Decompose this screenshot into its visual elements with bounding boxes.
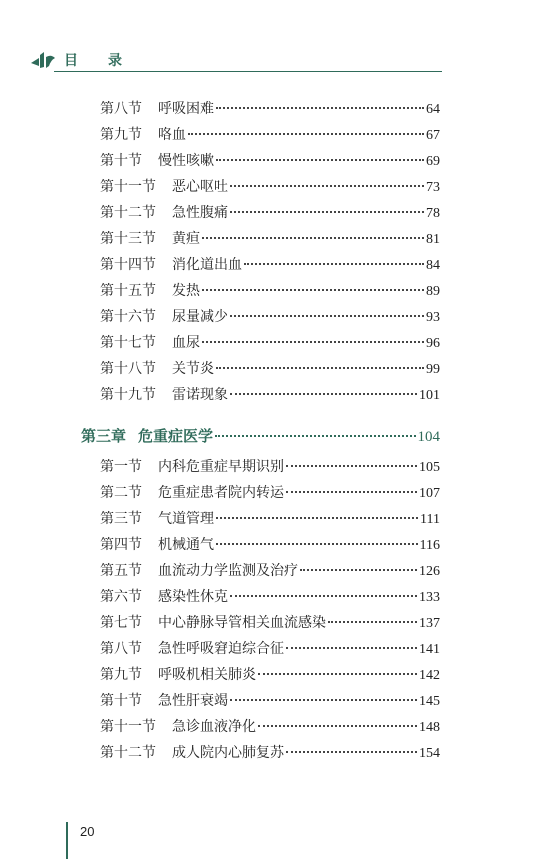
toc-entry-title: 血尿 (172, 335, 200, 351)
toc-section-row (100, 202, 440, 222)
toc-entry-number: 第九节 (100, 667, 142, 683)
toc-entry-number: 第四节 (100, 537, 142, 553)
toc-section-row (100, 664, 440, 684)
toc-entry-page: 141 (419, 642, 440, 657)
toc-entry-number: 第十八节 (100, 361, 156, 377)
dot-leader (244, 263, 424, 265)
toc-entry-number: 第二节 (100, 485, 142, 501)
toc-entry-number: 第十节 (100, 693, 142, 709)
toc-entry-title: 血流动力学监测及治疗 (158, 563, 298, 579)
dot-leader (216, 543, 418, 545)
toc-entry-title: 机械通气 (158, 537, 214, 553)
toc-section-row (100, 124, 440, 144)
toc-section-row (100, 716, 440, 736)
toc-entry-title: 急性肝衰竭 (158, 693, 228, 709)
toc-entry-title: 消化道出血 (172, 257, 242, 273)
toc-entry-number: 第十一节 (100, 179, 156, 195)
toc-entry-title: 雷诺现象 (172, 387, 228, 403)
dot-leader (286, 751, 417, 753)
toc-entry-title: 气道管理 (158, 511, 214, 527)
toc-entry-page: 96 (426, 336, 440, 351)
toc-entry-title: 急性呼吸窘迫综合征 (158, 641, 284, 657)
dot-leader (286, 465, 417, 467)
toc-entry-number: 第十九节 (100, 387, 156, 403)
dot-leader (216, 159, 424, 161)
toc-entry-title: 呼吸困难 (158, 101, 214, 117)
toc-entry-title: 尿量减少 (172, 309, 228, 325)
toc-entry-page: 145 (419, 694, 440, 709)
toc-entry-page: 78 (426, 206, 440, 221)
toc-entry-page: 107 (419, 486, 440, 501)
toc-entry-number: 第七节 (100, 615, 142, 631)
dot-leader (328, 621, 417, 623)
toc-entry-title: 危重症患者院内转运 (158, 485, 284, 501)
dot-leader (188, 133, 424, 135)
toc-entry-title: 恶心呕吐 (172, 179, 228, 195)
toc-entry-number: 第三章 (81, 427, 127, 445)
dot-leader (286, 647, 417, 649)
header-title: 目录 (64, 53, 152, 69)
toc-entry-page: 99 (426, 362, 440, 377)
toc-entry-title: 感染性休克 (158, 589, 228, 605)
toc-entry-number: 第十五节 (100, 283, 156, 299)
toc-section-row (100, 638, 440, 658)
footer-bar (66, 822, 68, 859)
toc-section-row (100, 176, 440, 196)
dot-leader (202, 237, 424, 239)
toc-entry-number: 第十二节 (100, 745, 156, 761)
toc-section-row (100, 384, 440, 404)
toc-entry-number: 第十二节 (100, 205, 156, 221)
toc-section-row (100, 742, 440, 762)
toc-entry-title: 中心静脉导管相关血流感染 (158, 615, 326, 631)
toc-section-row (100, 98, 440, 118)
dot-leader (258, 673, 417, 675)
toc-entry-title: 急性腹痛 (172, 205, 228, 221)
book-logo-icon (30, 51, 56, 69)
toc-section-row (100, 306, 440, 326)
toc-entry-number: 第十七节 (100, 335, 156, 351)
toc-section-row (100, 280, 440, 300)
header-divider (54, 71, 442, 72)
toc-entry-title: 慢性咳嗽 (158, 153, 214, 169)
toc-section-row (100, 482, 440, 502)
toc-section-row (100, 534, 440, 554)
dot-leader (216, 517, 418, 519)
dot-leader (230, 211, 424, 213)
toc-entry-number: 第三节 (100, 511, 142, 527)
toc-section-row (100, 456, 440, 476)
toc-section-row (100, 358, 440, 378)
toc-entry-page: 111 (420, 512, 440, 527)
toc-entry-page: 89 (426, 284, 440, 299)
toc-entry-page: 148 (419, 720, 440, 735)
toc-entry-page: 137 (419, 616, 440, 631)
dot-leader (215, 435, 415, 437)
toc-entry-title: 危重症医学 (138, 427, 214, 445)
toc-section-row (100, 560, 440, 580)
toc-entry-page: 81 (426, 232, 440, 247)
dot-leader (300, 569, 417, 571)
toc-entry-title: 急诊血液净化 (172, 719, 256, 735)
toc-section-row (100, 586, 440, 606)
toc-entry-number: 第十节 (100, 153, 142, 169)
toc-entry-title: 关节炎 (172, 361, 214, 377)
toc-entry-title: 咯血 (158, 127, 186, 143)
page-header (30, 48, 442, 74)
toc-chapter-row (81, 425, 440, 447)
toc-entry-page: 101 (419, 388, 440, 403)
toc-entry-page: 67 (426, 128, 440, 143)
toc-entry-number: 第九节 (100, 127, 142, 143)
dot-leader (286, 491, 417, 493)
toc-section-row (100, 254, 440, 274)
dot-leader (202, 289, 424, 291)
toc-entry-page: 126 (419, 564, 440, 579)
dot-leader (258, 725, 417, 727)
toc-entry-page: 73 (426, 180, 440, 195)
dot-leader (216, 107, 424, 109)
dot-leader (202, 341, 424, 343)
toc-entry-page: 133 (419, 590, 440, 605)
toc-entry-number: 第一节 (100, 459, 142, 475)
dot-leader (216, 367, 424, 369)
toc-entry-number: 第十三节 (100, 231, 156, 247)
toc-entry-page: 104 (417, 429, 440, 445)
toc-section-row (100, 150, 440, 170)
toc-entry-title: 发热 (172, 283, 200, 299)
toc-entry-title: 内科危重症早期识别 (158, 459, 284, 475)
toc-section-row (100, 228, 440, 248)
toc-entry-number: 第十六节 (100, 309, 156, 325)
toc-section-row (100, 690, 440, 710)
toc-entry-number: 第八节 (100, 641, 142, 657)
toc-entry-page: 142 (419, 668, 440, 683)
dot-leader (230, 699, 417, 701)
toc-entry-page: 64 (426, 102, 440, 117)
toc-section-row (100, 612, 440, 632)
toc-entry-page: 105 (419, 460, 440, 475)
toc-entry-page: 154 (419, 746, 440, 761)
toc-entry-page: 116 (419, 538, 440, 553)
toc-entry-number: 第十四节 (100, 257, 156, 273)
toc-section-row (100, 508, 440, 528)
dot-leader (230, 393, 417, 395)
toc-entry-title: 呼吸机相关肺炎 (158, 667, 256, 683)
toc-entry-page: 69 (426, 154, 440, 169)
dot-leader (230, 315, 424, 317)
toc-entry-title: 成人院内心肺复苏 (172, 745, 284, 761)
toc-entry-number: 第五节 (100, 563, 142, 579)
page-number: 20 (80, 824, 95, 839)
dot-leader (230, 185, 424, 187)
toc-entry-title: 黄疸 (172, 231, 200, 247)
toc-entry-number: 第十一节 (100, 719, 156, 735)
toc-entry-number: 第八节 (100, 101, 142, 117)
toc-entry-page: 84 (426, 258, 440, 273)
toc-entry-number: 第六节 (100, 589, 142, 605)
dot-leader (230, 595, 417, 597)
toc-section-row (100, 332, 440, 352)
toc-entry-page: 93 (426, 310, 440, 325)
